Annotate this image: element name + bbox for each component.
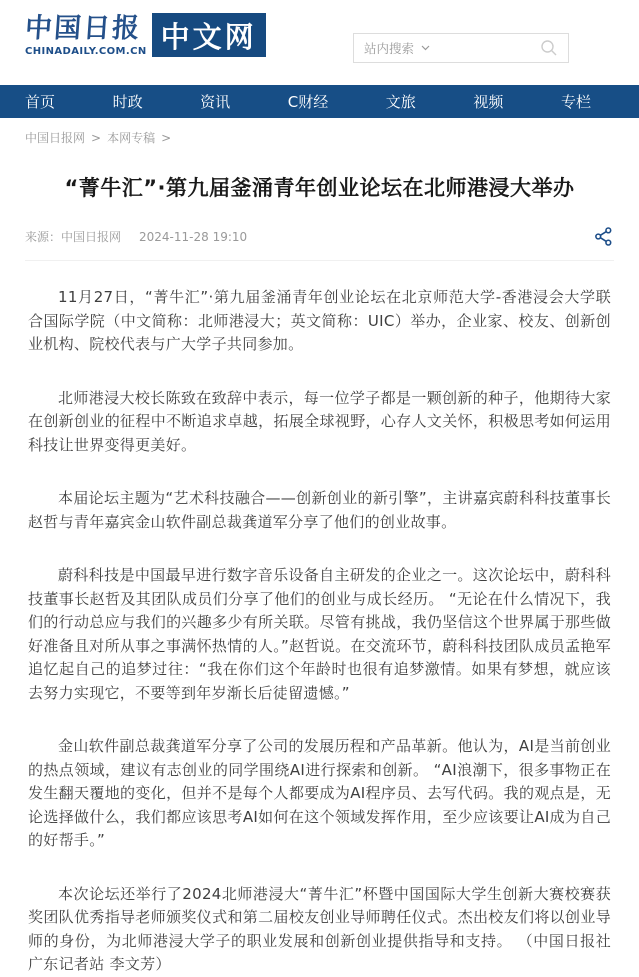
logo-domain-text: CHINADAILY.COM.CN (25, 46, 147, 57)
nav-item-columns[interactable]: 专栏 (560, 93, 591, 111)
article-paragraph: 本届论坛主题为“艺术科技融合——创新创业的新引擎”，主讲嘉宾蔚科科技董事长赵哲与青年嘉宾金山软件副总裁龚道军分享了他们的创业故事。 (28, 489, 611, 531)
article-paragraph: 北师港浸大校长陈致在致辞中表示，每一位学子都是一颗创新的种子，他期待大家在创新创业的征程中不断追求卓越，拓展全球视野，心存人文关怀，积极思考如何运用科技让世界变得更美好。 (28, 388, 611, 454)
logo-site-badge: 中文网 (152, 13, 266, 57)
logo-chinese-calligraphy: 中国日报 (23, 13, 143, 44)
breadcrumb-separator: > (91, 130, 102, 145)
share-button[interactable] (593, 226, 614, 247)
search-placeholder: 站内搜索 (364, 41, 415, 56)
logo-wordmark (25, 13, 147, 57)
article-paragraph: 金山软件副总裁龚道军分享了公司的发展历程和产品革新。他认为，AI是当前创业的热点领域，建议有志创业的同学围绕AI进行探索和创新。 “AI浪潮下，很多事物正在发生翻天覆地的变化，但并不是每个人都要成为AI程序员、去写代码。我的观点是，无论选择做什么，我们都应该思考AI如何在这个领域发挥作用，至少应该要让AI成为自己的好帮手。” (28, 737, 611, 849)
breadcrumb (0, 118, 639, 146)
nav-item-politics[interactable]: 时政 (112, 93, 143, 111)
share-icon (593, 226, 614, 247)
search-button[interactable] (540, 39, 558, 57)
site-header (0, 0, 639, 85)
breadcrumb-section[interactable]: 本网专稿 (107, 131, 156, 145)
nav-item-news[interactable]: 资讯 (200, 93, 231, 111)
chevron-down-icon (421, 45, 430, 51)
search-input[interactable] (353, 33, 569, 63)
nav-item-video[interactable]: 视频 (473, 93, 504, 111)
nav-item-finance[interactable]: C财经 (287, 93, 329, 111)
article-datetime: 2024-11-28 19:10 (139, 229, 248, 244)
site-logo[interactable] (25, 13, 266, 57)
breadcrumb-separator: > (161, 130, 172, 145)
nav-item-culture-travel[interactable]: 文旅 (385, 93, 416, 111)
article-paragraph: 11月27日，“菁牛汇”·第九届釜涌青年创业论坛在北京师范大学-香港浸会大学联合国际学院（中文简称：北师港浸大；英文简称：UIC）举办，企业家、校友、创新创业机构、院校代表与广大学子共同参加。 (28, 288, 611, 353)
article-paragraph: 本次论坛还举行了2024北师港浸大“菁牛汇”杯暨中国国际大学生创新大赛校赛获奖团队优秀指导老师颁奖仪式和第二届校友创业导师聘任仪式。杰出校友们将以创业导师的身份，为北师港浸大学子的职业发展和创新创业提供指导和支持。 （中国日报社广东记者站 李文芳） (28, 884, 611, 973)
nav-item-home[interactable]: 首页 (25, 93, 56, 111)
article-meta (25, 226, 614, 261)
article-body (28, 261, 611, 977)
search-scope-dropdown[interactable] (364, 39, 430, 57)
main-nav (0, 85, 639, 118)
breadcrumb-home[interactable]: 中国日报网 (25, 131, 86, 145)
page-title: “菁牛汇”·第九届釜涌青年创业论坛在北师港浸大举办 (64, 176, 575, 200)
search-icon (540, 39, 558, 57)
article-source: 来源：中国日报网 (25, 230, 122, 244)
article-paragraph: 蔚科科技是中国最早进行数字音乐设备自主研发的企业之一。这次论坛中，蔚科科技董事长赵哲及其团队成员们分享了他们的创业与成长经历。 “无论在什么情况下，我们的行动总应与我们的兴趣多少有所关联。尽管有挑战，我仍坚信这个世界属于那些做好准备且对所从事之事满怀热情的人。”赵哲说。在交流环节，蔚科科技团队成员孟艳军追忆起自己的追梦过往：“我在你们这个年龄时也很有追梦激情。如果有梦想，就应该去努力实现它，不要等到年岁渐长后徒留遗憾。” (28, 566, 611, 702)
